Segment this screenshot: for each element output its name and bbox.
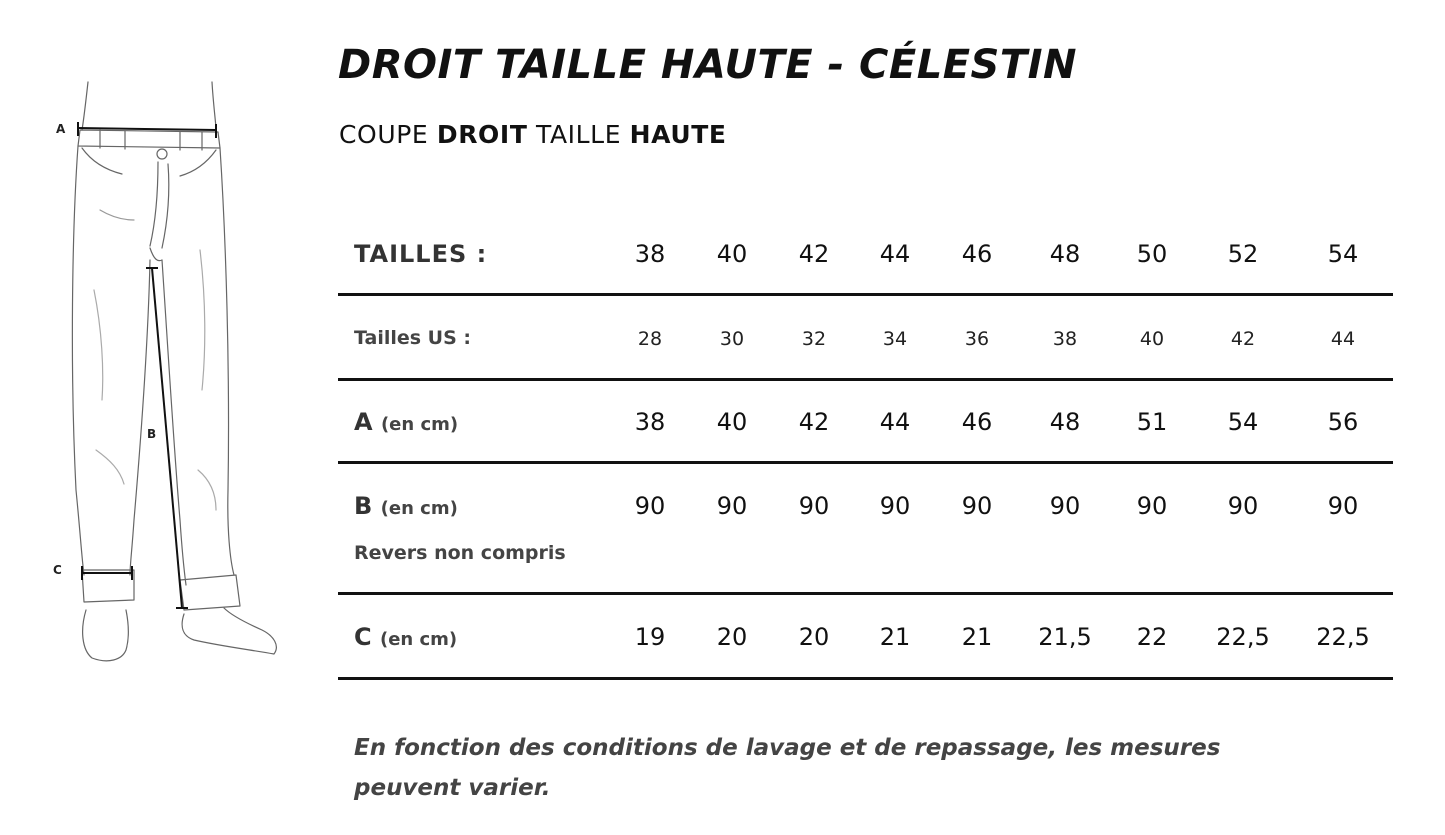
size-cell: 48 — [1049, 240, 1081, 268]
size-cell: 42 — [798, 240, 830, 268]
size-cell: 52 — [1227, 240, 1259, 268]
b-cell: 90 — [716, 492, 748, 520]
b-cell: 90 — [1227, 492, 1259, 520]
jeans-drawing — [30, 70, 300, 670]
b-cell: 90 — [1327, 492, 1359, 520]
c-cell: 20 — [798, 623, 830, 651]
us-size-cell: 42 — [1230, 328, 1256, 350]
a-cell: 48 — [1049, 408, 1081, 436]
row-a-waist — [338, 381, 1393, 464]
size-table — [338, 212, 1393, 680]
label-c: C — [53, 563, 62, 577]
us-size-cell: 32 — [801, 328, 827, 350]
page-title: DROIT TAILLE HAUTE - CÉLESTIN — [338, 42, 1077, 88]
row-c-hem — [338, 595, 1393, 680]
row-b-inseam — [338, 464, 1393, 595]
a-unit: (en cm) — [380, 414, 459, 435]
a-cell: 40 — [716, 408, 748, 436]
size-cell: 54 — [1327, 240, 1359, 268]
subtitle-taille: TAILLE — [536, 120, 622, 149]
c-letter: C — [354, 623, 372, 651]
size-cell: 38 — [634, 240, 666, 268]
a-label — [354, 408, 458, 436]
size-cell: 40 — [716, 240, 748, 268]
footnote: En fonction des conditions de lavage et de repassage, les mesures peuvent varier. — [354, 735, 1221, 801]
c-cell: 21 — [961, 623, 993, 651]
b-unit: (en cm) — [380, 498, 458, 519]
a-cell: 44 — [879, 408, 911, 436]
a-cell: 51 — [1136, 408, 1168, 436]
c-cell: 22 — [1136, 623, 1168, 651]
us-sizes-label: Tailles US : — [354, 327, 472, 349]
b-cell: 90 — [961, 492, 993, 520]
label-a: A — [56, 122, 66, 136]
c-cell: 21,5 — [1038, 623, 1092, 651]
b-cell: 90 — [1136, 492, 1168, 520]
page-subtitle — [339, 120, 727, 149]
b-cell: 90 — [798, 492, 830, 520]
b-cell: 90 — [1049, 492, 1081, 520]
jeans-illustration — [30, 70, 300, 670]
us-size-cell: 30 — [719, 328, 745, 350]
b-cell: 90 — [879, 492, 911, 520]
a-cell: 42 — [798, 408, 830, 436]
c-unit: (en cm) — [379, 629, 458, 650]
subtitle-coupe: COUPE — [339, 120, 429, 149]
c-cell: 21 — [879, 623, 911, 651]
size-cell: 46 — [961, 240, 993, 268]
a-cell: 46 — [961, 408, 993, 436]
a-cell: 54 — [1227, 408, 1259, 436]
b-cell: 90 — [634, 492, 666, 520]
row-us-sizes — [338, 296, 1393, 381]
size-cell: 50 — [1136, 240, 1168, 268]
b-label — [354, 492, 458, 520]
a-cell: 56 — [1327, 408, 1359, 436]
c-cell: 19 — [634, 623, 666, 651]
c-cell: 20 — [716, 623, 748, 651]
us-size-cell: 28 — [637, 328, 663, 350]
size-cell: 44 — [879, 240, 911, 268]
a-letter: A — [354, 408, 373, 436]
c-cell: 22,5 — [1216, 623, 1270, 651]
us-size-cell: 38 — [1052, 328, 1078, 350]
b-note: Revers non compris — [354, 542, 566, 564]
subtitle-haute: HAUTE — [629, 120, 727, 149]
subtitle-droit: DROIT — [436, 120, 528, 149]
c-label — [354, 623, 457, 651]
sizes-label: TAILLES : — [354, 240, 488, 268]
us-size-cell: 40 — [1139, 328, 1165, 350]
row-sizes — [338, 212, 1393, 296]
c-cell: 22,5 — [1316, 623, 1370, 651]
us-size-cell: 44 — [1330, 328, 1356, 350]
us-size-cell: 34 — [882, 328, 908, 350]
us-size-cell: 36 — [964, 328, 990, 350]
label-b: B — [147, 427, 157, 441]
a-cell: 38 — [634, 408, 666, 436]
b-letter: B — [354, 492, 373, 520]
